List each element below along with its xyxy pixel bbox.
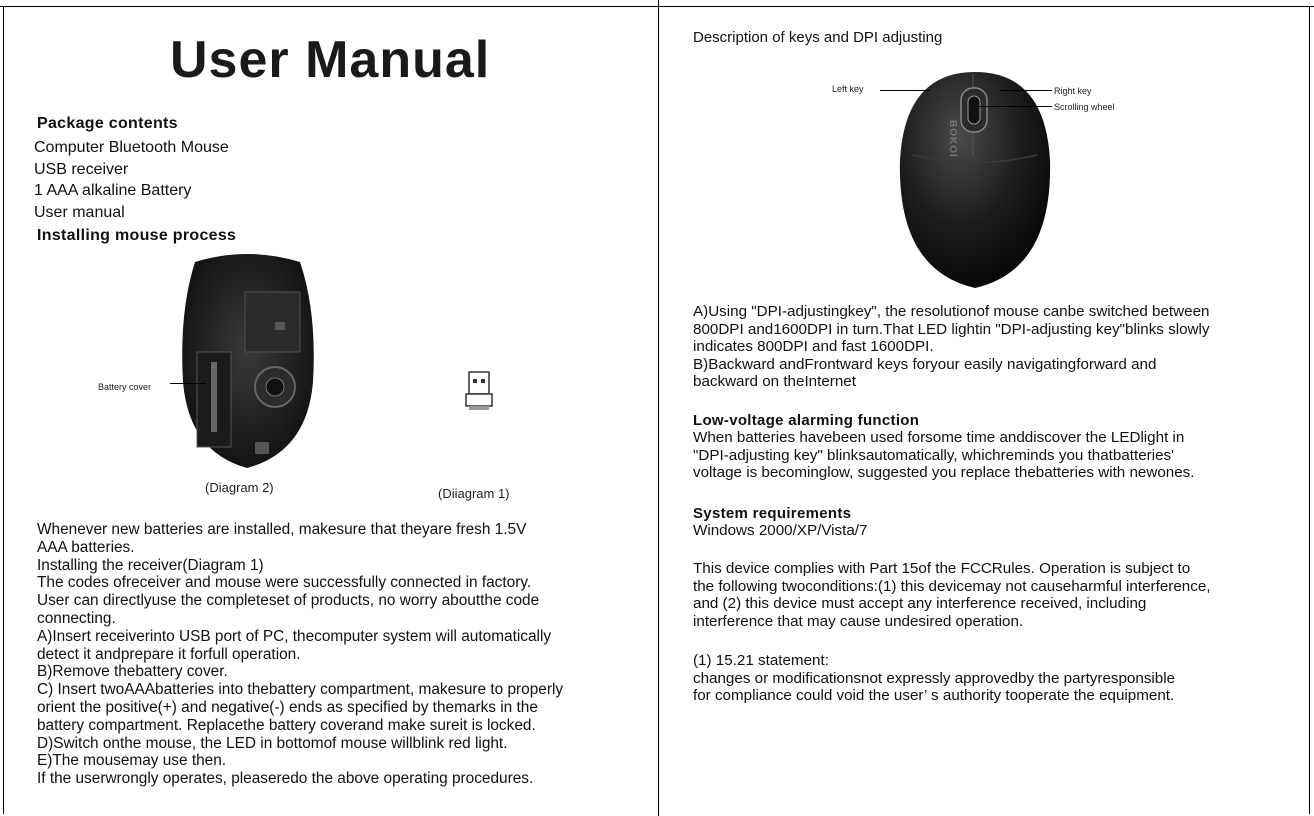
dpi-line: A)Using "DPI-adjustingkey", the resolutionof mouse canbe switched between [693,303,1210,320]
callout-line [170,383,206,384]
scroll-wheel-label: Scrolling wheel [1054,102,1115,112]
package-item: USB receiver [34,160,129,178]
body-line: D)Switch onthe mouse, the LED in bottomof mouse willblink red light. [37,734,508,752]
body-line: If the userwrongly operates, pleaseredo the above operating procedures. [37,770,534,788]
dpi-section [693,303,1293,391]
body-line: Whenever new batteries are installed, makesure that theyare fresh 1.5V [37,521,527,538]
install-instructions [37,521,652,788]
package-list [34,137,229,223]
body-line: E)The mousemay use then. [37,752,227,770]
body-line: orient the positive(+) and negative(-) ends as specified by themarks in the [37,698,538,716]
body-line: battery compartment. Replacethe battery coverand make sureit is locked. [37,716,536,734]
install-heading: Installing mouse process [37,227,237,244]
package-item: User manual [34,203,125,221]
fcc-section [693,560,1293,630]
package-heading: Package contents [37,115,178,132]
battery-cover-label: Battery cover [98,382,152,392]
battery-cover-callout [98,377,178,395]
column-divider [658,0,659,816]
callout-line [880,90,930,91]
low-voltage-heading: Low-voltage alarming function [693,412,920,429]
body-line: A)Insert receiverinto USB port of PC, thecomputer system will automatically [37,627,552,645]
low-voltage-line: voltage is becominglow, suggested you replace thebatteries with newones. [693,464,1195,481]
right-key-label: Right key [1054,86,1092,96]
fcc-line: the following twoconditions:(1) this devicemay not causeharmful interference, [693,577,1211,595]
statement-line: changes or modificationsnot expressly approvedby the partyresponsible [693,669,1176,687]
diagram2-caption: (Diagram 2) [205,480,274,495]
dpi-line: B)Backward andFrontward keys foryour easily navigatingforward and [693,355,1157,373]
keys-heading: Description of keys and DPI adjusting [693,29,943,46]
mouse-top-image [895,70,1055,290]
dpi-line: backward on theInternet [693,373,856,390]
mouse-underside-image [175,252,320,472]
body-line: B)Remove thebattery cover. [37,663,228,681]
statement-section [693,652,1293,705]
fcc-line: interference that may cause undesired operation. [693,612,1024,630]
brand-logo: BOKOI [947,120,958,158]
diagram1-caption: (Diiagram 1) [438,486,510,501]
low-voltage-line: When batteries havebeen used forsome time anddiscover the LEDlight in [693,429,1185,446]
body-line: Installing the receiver(Diagram 1) [37,556,264,574]
statement-heading: (1) 15.21 statement: [693,652,829,669]
system-requirements-heading: System requirements [693,505,852,522]
body-line: AAA batteries. [37,538,135,556]
dpi-line: indicates 800DPI and fast 1600DPI. [693,338,934,355]
page-title: User Manual [170,31,491,89]
fcc-line: and (2) this device must accept any interference received, including [693,595,1147,612]
statement-line: for compliance could void the user’ s authority tooperate the equipment. [693,687,1175,704]
dpi-line: 800DPI and1600DPI in turn.That LED lightin "DPI-adjusting key"blinks slowly [693,320,1210,338]
body-line: C) Insert twoAAAbatteries into thebattery compartment, makesure to properly [37,681,564,699]
body-line: User can directlyuse the completeset of products, no worry aboutthe code [37,592,540,610]
low-voltage-section [693,412,1293,482]
body-line: The codes ofreceiver and mouse were successfully connected in factory. [37,574,532,592]
callout-line [975,106,1052,107]
usb-receiver-icon [464,370,496,412]
low-voltage-line: "DPI-adjusting key" blinksautomatically, whichreminds you thatbatteries' [693,446,1175,464]
package-item: Computer Bluetooth Mouse [34,139,229,156]
left-key-label: Left key [832,84,864,94]
system-requirements-section [693,505,1293,540]
system-requirements-text: Windows 2000/XP/Vista/7 [693,522,868,539]
package-item: 1 AAA alkaline Battery [34,182,192,199]
fcc-line: This device complies with Part 15of the FCCRules. Operation is subject to [693,560,1191,577]
package-contents-section [37,115,178,133]
body-line: connecting. [37,609,116,627]
callout-line [1000,90,1052,91]
body-line: detect it andprepare it forfull operation. [37,645,301,663]
